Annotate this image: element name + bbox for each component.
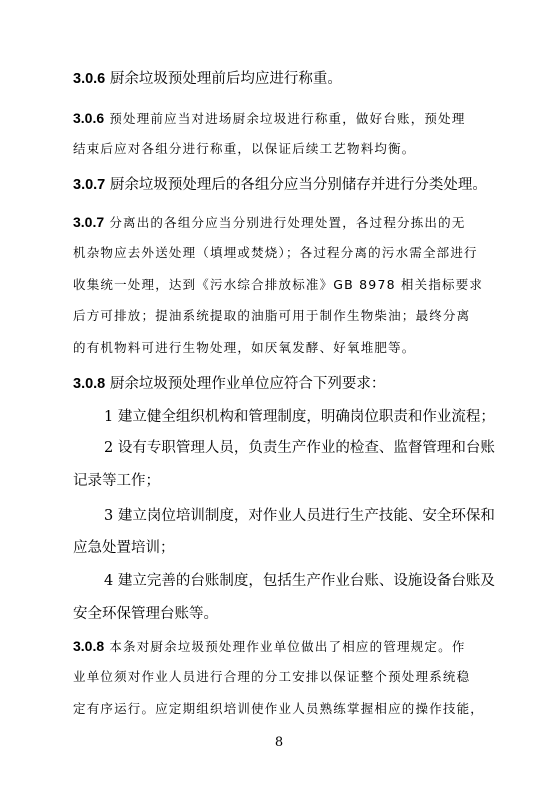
- list-item-4: 4 建立完善的台账制度，包括生产作业台账、设施设备台账及: [104, 573, 495, 589]
- clause-number: 3.0.8: [73, 376, 106, 392]
- clause-number: 3.0.7: [73, 177, 106, 193]
- explanation-number: 3.0.8: [73, 638, 105, 654]
- explanation-number: 3.0.7: [73, 214, 105, 230]
- explanation-3-0-8-line-2: 业单位须对作业人员进行合理的分工安排以保证整个预处理系统稳: [73, 669, 471, 684]
- list-item-3-continued: 应急处置培训；: [73, 540, 175, 556]
- explanation-3-0-7-line-3: 收集统一处理，达到《污水综合排放标准》GB 8978 相关指标要求: [73, 277, 484, 292]
- explanation-text: 分离出的各组分应当分别进行处理处置，各过程分拣出的无: [109, 215, 466, 230]
- explanation-text: 本条对厨余垃圾预处理作业单位做出了相应的管理规定。作: [109, 639, 466, 654]
- explanation-3-0-7-line-4: 后方可排放；提油系统提取的油脂可用于制作生物柴油；最终分离: [73, 308, 471, 323]
- explanation-3-0-7-line-5: 的有机物料可进行生物处理，如厌氧发酵、好氧堆肥等。: [73, 340, 416, 355]
- list-item-1: 1 建立健全组织机构和管理制度，明确岗位职责和作业流程；: [104, 409, 495, 425]
- clause-3-0-7: [73, 175, 487, 195]
- explanation-3-0-6-line-1: [73, 108, 485, 129]
- clause-3-0-6: [73, 69, 342, 89]
- explanation-number: 3.0.6: [73, 110, 105, 126]
- list-item-2-continued: 记录等工作；: [73, 473, 160, 489]
- list-item-4-continued: 安全环保管理台账等。: [73, 606, 218, 622]
- explanation-3-0-8-line-1: [73, 636, 485, 657]
- clause-number: 3.0.6: [73, 71, 106, 87]
- explanation-3-0-7-line-2: 机杂物应去外送处理（填埋或焚烧）；各过程分离的污水需全部进行: [73, 245, 478, 260]
- explanation-3-0-8-line-3: 定有序运行。应定期组织培训使作业人员熟练掌握相应的操作技能，: [73, 701, 485, 716]
- explanation-text: 预处理前应当对进场厨余垃圾进行称重，做好台账，预处理: [109, 111, 466, 126]
- explanation-3-0-7-line-1: [73, 212, 485, 233]
- explanation-3-0-6-line-2: 结束后应对各组分进行称重，以保证后续工艺物料均衡。: [73, 141, 416, 156]
- clause-3-0-8: [73, 374, 385, 394]
- clause-text: 厨余垃圾预处理前后均应进行称重。: [109, 71, 342, 87]
- page-number: 8: [274, 735, 284, 750]
- list-item-3: 3 建立岗位培训制度，对作业人员进行生产技能、安全环保和: [104, 508, 495, 524]
- clause-text: 厨余垃圾预处理后的各组分应当分别储存并进行分类处理。: [109, 177, 487, 193]
- clause-text: 厨余垃圾预处理作业单位应符合下列要求：: [109, 376, 386, 392]
- list-item-2: 2 设有专职管理人员，负责生产作业的检查、监督管理和台账: [104, 440, 495, 456]
